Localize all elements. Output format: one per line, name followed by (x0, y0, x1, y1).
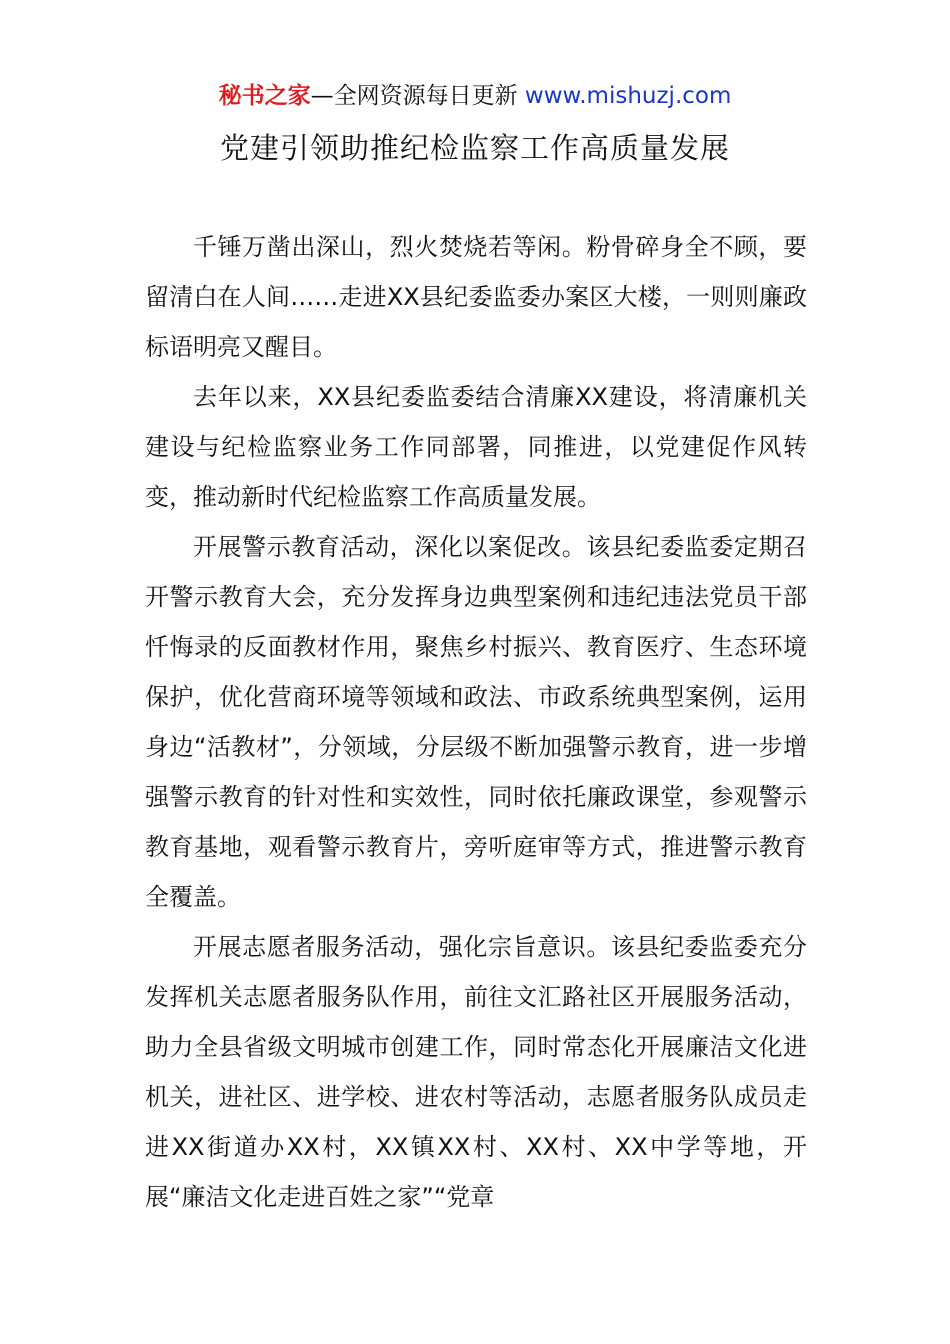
paragraph-3: 开展警示教育活动，深化以案促改。该县纪委监委定期召开警示教育大会，充分发挥身边典型案例和违纪违法党员干部忏悔录的反面教材作用，聚焦乡村振兴、教育医疗、生态环境保护，优化营商环境等领域和政法、市政系统典型案例，运用身边“活教材”，分领域，分层级不断加强警示教育，进一步增强警示教育的针对性和实效性，同时依托廉政课堂，参观警示教育基地，观看警示教育片，旁听庭审等方式，推进警示教育全覆盖。 (145, 533, 807, 911)
paragraph-1: 千锤万凿出深山，烈火焚烧若等闲。粉骨碎身全不顾，要留清白在人间……走进XX县纪委监委办案区大楼，一则则廉政标语明亮又醒目。 (145, 233, 807, 361)
site-url-link[interactable]: www.mishuzj.com (524, 83, 732, 109)
document-body (145, 222, 807, 1222)
paragraph-2: 去年以来，XX县纪委监委结合清廉XX建设，将清廉机关建设与纪检监察业务工作同部署，同推进，以党建促作风转变，推动新时代纪检监察工作高质量发展。 (145, 383, 807, 511)
site-header (0, 80, 950, 112)
paragraph-4: 开展志愿者服务活动，强化宗旨意识。该县纪委监委充分发挥机关志愿者服务队作用，前往文汇路社区开展服务活动，助力全县省级文明城市创建工作，同时常态化开展廉洁文化进机关，进社区、进学校、进农村等活动，志愿者服务队成员走进XX街道办XX村，XX镇XX村、XX村、XX中学等地，开展“廉洁文化走进百姓之家”“党章 (145, 933, 807, 1211)
document-title: 党建引领助推纪检监察工作高质量发展 (219, 131, 730, 165)
header-tagline: —全网资源每日更新 (310, 83, 518, 109)
brand-name: 秘书之家 (218, 83, 311, 109)
